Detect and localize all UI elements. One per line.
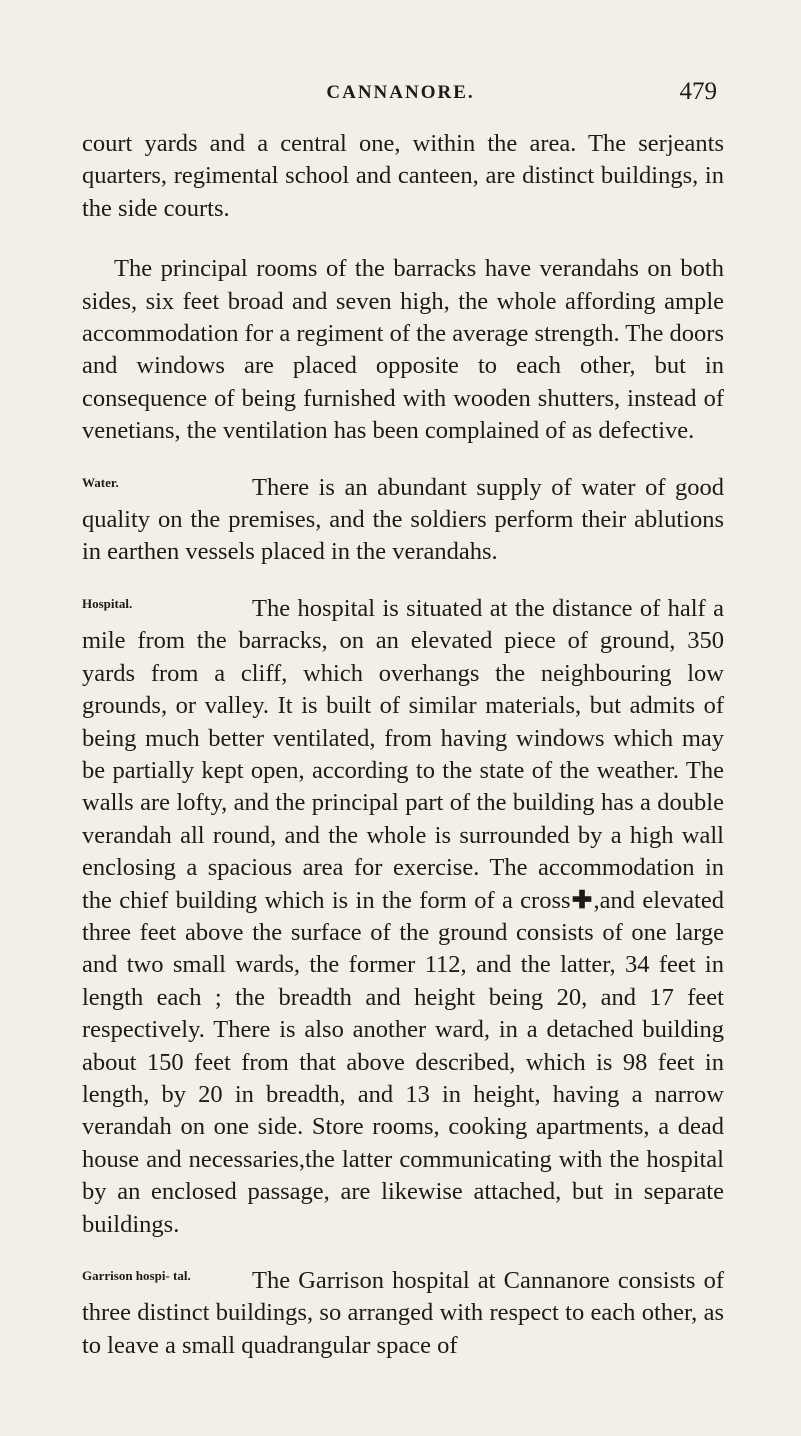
running-title: CANNANORE.: [326, 82, 475, 103]
page-number: 479: [679, 78, 717, 105]
side-note-water: Water.: [82, 474, 119, 490]
side-note-hospital: Hospital.: [82, 595, 133, 611]
body-text: [82, 128, 724, 1362]
cross-symbol-icon: ✚: [570, 886, 594, 914]
paragraph-courts: court yards and a central one, within the area. The serjeants quarters, regimental school and canteen, are distinct buildings, in the side courts.: [82, 130, 724, 222]
running-head: [0, 78, 801, 108]
paragraph-garrison: [82, 1265, 724, 1362]
paragraph-water: [82, 472, 724, 569]
paragraph-barracks: [82, 253, 724, 447]
side-note-garrison: Garrison hospi- tal.: [82, 1268, 191, 1283]
paragraph-barracks-text: The principal rooms of the barracks have verandahs on both sides, six feet broad and seven high, the whole affording ample accommodation for a regiment of the average strength. The doors and windows are placed opposite to each other, but in consequence of being furnished with wooden shutters, instead of venetians, the ventilation has been complained of as defective.: [82, 255, 724, 445]
paragraph-hospital-text-b: ,and elevated three feet above the surface of the ground consists of one large and two small wards, the former 112, and the latter, 34 feet in length each ; the breadth and height being 20, and 17 feet respectively. There is also another ward, in a detached building about 150 feet from that above described, which is 98 feet in length, by 20 in breadth, and 13 in height, having a narrow verandah on one side. Store rooms, cooking apartments, a dead house and necessaries,the latter communicating with the hospital by an enclosed passage, are likewise attached, but in separate buildings.: [82, 886, 724, 1238]
paragraph-hospital: [82, 593, 724, 1241]
paragraph-hospital-text-a: The hospital is situated at the distance of half a mile from the barracks, on an elevated piece of ground, 350 yards from a cliff, which overhangs the neighbouring low grounds, or valley. It is built of similar materials, but admits of being much better ventilated, from having windows which may be partially kept open, according to the state of the weather. The walls are lofty, and the principal part of the building has a double verandah all round, and the whole is surrounded by a high wall enclosing a spacious area for exercise. The accommodation in the chief building which is in the form of a cross: [82, 594, 724, 914]
paragraph-water-text: There is an abundant supply of water of good quality on the premises, and the soldiers perform their ablutions in earthen vessels placed in the verandahs.: [82, 473, 724, 566]
paragraph-garrison-text: The Garrison hospital at Cannanore consists of three distinct buildings, so arranged with respect to each other, as to leave a small quadrangular space of: [82, 1267, 724, 1359]
